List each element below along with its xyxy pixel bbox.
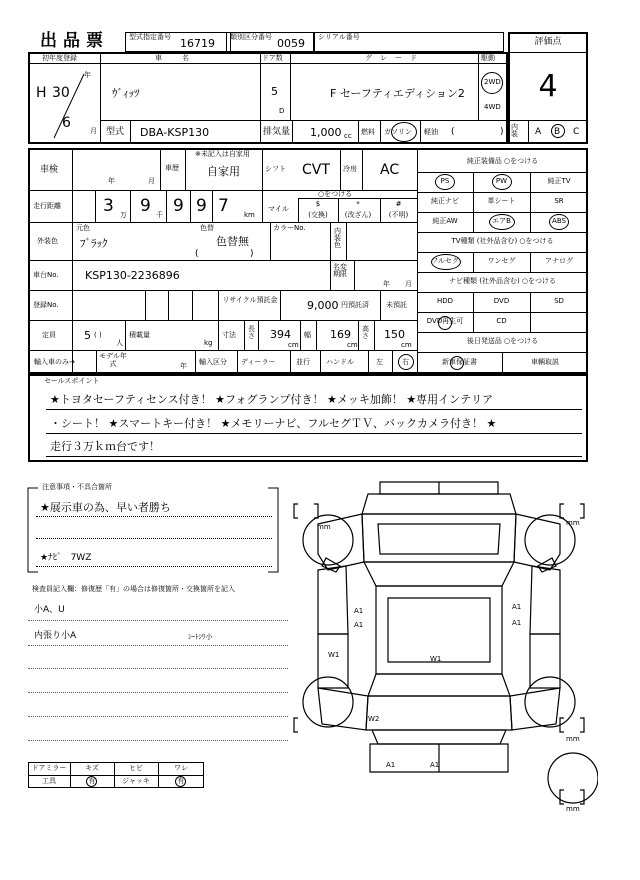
tamper-symbol: * bbox=[356, 200, 360, 208]
orig-color-label: 元色 bbox=[76, 224, 90, 232]
load-unit: kg bbox=[204, 339, 213, 347]
color-paren-open: ( bbox=[195, 249, 199, 259]
score-value: 4 bbox=[538, 69, 558, 104]
model-year-unit: 年 bbox=[180, 362, 187, 370]
sales-line-1: ★トヨタセーフティセンス付き！ ★フォグランプ付き！ ★メッキ加飾！ ★専用インテリア bbox=[50, 393, 494, 406]
equip-airbag: エアB bbox=[492, 217, 511, 225]
width-label: 幅 bbox=[304, 331, 311, 339]
name-change-month-unit: 月 bbox=[405, 280, 412, 288]
name-change-year-unit: 年 bbox=[383, 280, 390, 288]
sales-label: セールスポイント bbox=[44, 377, 100, 385]
interior-b: B bbox=[554, 127, 561, 137]
model-year-label: モデル年式 bbox=[99, 352, 127, 368]
recycle-not: 未預託 bbox=[386, 301, 407, 309]
legend-header-break: ワレ bbox=[174, 764, 188, 772]
equip-oem-aw: 純正AW bbox=[432, 217, 458, 225]
handle-label: ハンドル bbox=[326, 358, 354, 366]
drive-label: 駆動 bbox=[481, 54, 495, 62]
interior-label: 内装 bbox=[511, 123, 518, 138]
sales-line-3: 走行３万ｋｍ台です！ bbox=[50, 440, 160, 453]
equip-abs: ABS bbox=[552, 217, 566, 225]
mileage-digit-1: 3 bbox=[103, 196, 114, 216]
notes-label: 注意事項・不具合箇所 bbox=[42, 483, 112, 491]
capacity-label: 定員 bbox=[42, 331, 56, 339]
notes-bracket bbox=[24, 480, 284, 580]
legend-header-scratch: キズ bbox=[85, 764, 99, 772]
recycle-label: リサイクル預託金 bbox=[222, 296, 278, 304]
shift-label: シフト bbox=[265, 165, 286, 173]
damage-mark-2: A1 bbox=[354, 621, 364, 629]
damage-mark-7: W2 bbox=[368, 715, 380, 723]
later-manual: 車輌取説 bbox=[531, 358, 559, 366]
inspector-line-1: 小A、U bbox=[34, 605, 65, 615]
nav-title: ナビ種類 (社外品含む) ○をつける bbox=[448, 277, 557, 285]
equip-leather: 革シート bbox=[487, 197, 516, 205]
height-value: 150 bbox=[384, 328, 405, 341]
capacity-value: 5 bbox=[84, 329, 91, 342]
import-only-label: 輸入車のみ→ bbox=[34, 358, 75, 366]
tv-fullseg: フルセグ bbox=[431, 257, 459, 265]
model-cert-label: 型式指定番号 bbox=[129, 33, 171, 41]
type-label: 型式 bbox=[106, 127, 125, 137]
displacement-label: 排気量 bbox=[263, 127, 291, 137]
nav-dvd: DVD bbox=[493, 297, 510, 305]
tamper-label: (改ざん) bbox=[344, 211, 372, 219]
tv-analog: アナログ bbox=[545, 257, 573, 265]
equip-pw: PW bbox=[495, 177, 508, 185]
history-label: 車歴 bbox=[165, 164, 179, 172]
width-unit: cm bbox=[347, 341, 358, 349]
mm-label-2: mm bbox=[566, 519, 580, 527]
nav-hdd: HDD bbox=[436, 297, 454, 305]
mm-label-4: mm bbox=[566, 805, 580, 813]
recycle-value: 9,000 bbox=[307, 299, 339, 312]
later-title: 後日発送品 ○をつける bbox=[466, 337, 539, 345]
color-change-label: 色替 bbox=[200, 224, 214, 232]
first-reg-label: 初年度登録 bbox=[42, 54, 77, 62]
first-reg-month-unit: 月 bbox=[90, 127, 97, 135]
interior-color-label: 内装色 bbox=[334, 227, 341, 249]
interior-a: A bbox=[535, 127, 542, 137]
color-no-label: カラーNo. bbox=[273, 224, 306, 232]
ac-label: 冷房 bbox=[343, 165, 357, 173]
sales-line-2: ・シート！ ★スマートキー付き！ ★メモリーナビ、フルセグＴＶ、バックカメラ付き！ ★ bbox=[50, 417, 497, 430]
notes-line-1: ★展示車の為、早い者勝ち bbox=[40, 501, 171, 514]
mm-label-1: mm bbox=[317, 523, 331, 531]
category-value: 0059 bbox=[277, 37, 305, 50]
first-reg-year-unit: 年 bbox=[84, 71, 91, 79]
mileage-sen: 千 bbox=[156, 211, 163, 219]
grade-label: グレード bbox=[365, 54, 425, 62]
height-label: 高さ bbox=[362, 325, 369, 340]
mileage-digit-3: 9 bbox=[173, 196, 184, 216]
mileage-unit: km bbox=[244, 211, 255, 219]
unknown-label: (不明) bbox=[388, 211, 409, 219]
doors-sub: D bbox=[279, 107, 285, 115]
mileage-label: 走行距離 bbox=[33, 202, 61, 210]
drive-2wd: 2WD bbox=[484, 78, 501, 86]
first-reg-era: H bbox=[36, 85, 47, 101]
chassis-value: KSP130-2236896 bbox=[85, 269, 180, 282]
nav-dvd-play: DVD再生可 bbox=[426, 317, 464, 325]
history-value: 自家用 bbox=[207, 165, 240, 178]
later-warranty: 新車保証書 bbox=[442, 358, 477, 366]
inspection-month-unit: 月 bbox=[148, 177, 155, 185]
drive-4wd: 4WD bbox=[484, 103, 501, 111]
ac-value: AC bbox=[380, 162, 400, 178]
recycle-unit: 円預託済 bbox=[341, 301, 369, 309]
legend-tools: 工具 bbox=[42, 777, 56, 785]
damage-mark-9: A1 bbox=[430, 761, 440, 769]
category-label: 類別区分番号 bbox=[230, 33, 272, 41]
exchange-symbol: $ bbox=[315, 200, 321, 208]
damage-mark-6: W1 bbox=[430, 655, 442, 663]
first-reg-year: 30 bbox=[52, 85, 70, 101]
fuel-diesel: 軽油 bbox=[424, 128, 438, 136]
damage-mark-8: A1 bbox=[386, 761, 396, 769]
mileage-digit-2: 9 bbox=[140, 196, 151, 216]
car-damage-diagram bbox=[288, 474, 598, 824]
inspection-label: 車検 bbox=[40, 165, 59, 175]
mileage-circle-note: ○をつける bbox=[318, 190, 353, 198]
grade-value: F セーフティエディション2 bbox=[330, 87, 465, 100]
reg-no-label: 登録No. bbox=[33, 301, 59, 309]
equip-oem-tv: 純正TV bbox=[547, 177, 571, 185]
unknown-symbol: # bbox=[395, 200, 402, 208]
oem-title: 純正装備品 ○をつける bbox=[466, 157, 539, 165]
exchange-label: (交換) bbox=[308, 211, 328, 219]
parallel-label: 並行 bbox=[296, 358, 310, 366]
dealer-label: ディーラー bbox=[241, 358, 276, 366]
inspector-line-2b: ｼｰﾄｼﾜ小 bbox=[188, 633, 213, 641]
doors-label: ドア数 bbox=[262, 54, 283, 62]
nav-cd: CD bbox=[496, 317, 507, 325]
nav-sd: SD bbox=[554, 297, 564, 305]
import-cat-label: 輸入区分 bbox=[199, 358, 227, 366]
inspector-line-2: 内張り小A bbox=[34, 631, 77, 641]
handle-right: 右 bbox=[402, 358, 409, 366]
mile-label: マイル bbox=[268, 205, 289, 213]
legend-header-mirror: ドアミラー bbox=[31, 764, 67, 772]
legend-tools-value: 有 bbox=[88, 777, 96, 785]
displacement-value: 1,000 bbox=[310, 126, 342, 139]
height-unit: cm bbox=[401, 341, 412, 349]
length-unit: cm bbox=[288, 341, 299, 349]
score-label: 評価点 bbox=[534, 37, 562, 47]
color-paren-close: ) bbox=[250, 249, 254, 259]
car-name-label: 車名 bbox=[155, 54, 209, 62]
mileage-digit-4: 9 bbox=[196, 196, 207, 216]
fuel-gas: ガソリン bbox=[384, 128, 412, 136]
history-note: ※未記入は自家用 bbox=[195, 150, 250, 158]
exterior-label: 外装色 bbox=[37, 237, 58, 245]
notes-line-2: ★ﾅﾋﾞ 7WZ bbox=[40, 553, 92, 563]
length-value: 394 bbox=[270, 328, 291, 341]
capacity-unit: 人 bbox=[116, 339, 123, 347]
equip-ps: PS bbox=[440, 177, 450, 185]
orig-color-value: ﾌﾞﾗｯｸ bbox=[80, 237, 108, 250]
capacity-paren: ( ) bbox=[94, 331, 102, 339]
shift-value: CVT bbox=[302, 162, 330, 178]
model-cert-value: 16719 bbox=[180, 37, 215, 50]
damage-mark-5: W1 bbox=[328, 651, 340, 659]
inspection-year-unit: 年 bbox=[108, 177, 115, 185]
mileage-man: 万 bbox=[120, 211, 127, 219]
tv-oneseg: ワンセグ bbox=[487, 257, 516, 265]
legend-jack-value: 有 bbox=[177, 777, 185, 785]
interior-c: C bbox=[573, 127, 580, 137]
width-value: 169 bbox=[330, 328, 351, 341]
length-label: 長さ bbox=[248, 325, 255, 340]
chassis-label: 車台No. bbox=[33, 271, 59, 279]
equip-oem-nav: 純正ナビ bbox=[431, 197, 459, 205]
color-change-value: 色替無 bbox=[216, 235, 249, 248]
page-title: 出品票 bbox=[40, 31, 109, 51]
legend-jack: ジャッキ bbox=[122, 777, 150, 785]
damage-mark-4: A1 bbox=[512, 619, 522, 627]
mm-label-3: mm bbox=[566, 735, 580, 743]
dims-label: 寸法 bbox=[222, 331, 236, 339]
first-reg-month: 6 bbox=[62, 115, 71, 131]
displacement-unit: cc bbox=[344, 132, 352, 140]
car-name-value: ｳﾞｨｯﾂ bbox=[112, 87, 140, 100]
name-change-label: 名変期限 bbox=[333, 263, 347, 278]
load-label: 積載量 bbox=[129, 331, 150, 339]
fuel-paren-open: ( bbox=[451, 127, 455, 137]
mileage-digit-5: 7 bbox=[218, 196, 229, 216]
damage-mark-3: A1 bbox=[512, 603, 522, 611]
inspector-label: 検査員記入欄：修復歴「有」の場合は修復箇所・交換箇所を記入 bbox=[32, 585, 235, 593]
fuel-label: 燃料 bbox=[361, 128, 375, 136]
damage-mark-1: A1 bbox=[354, 607, 364, 615]
serial-label: シリアル番号 bbox=[318, 33, 360, 41]
handle-left: 左 bbox=[376, 358, 383, 366]
type-value: DBA-KSP130 bbox=[140, 126, 210, 139]
equip-sr: SR bbox=[554, 197, 564, 205]
doors-value: 5 bbox=[271, 85, 278, 98]
tv-title: TV種類 (社外品含む) ○をつける bbox=[451, 237, 554, 245]
legend-header-crack: ヒビ bbox=[129, 764, 143, 772]
fuel-paren-close: ) bbox=[500, 127, 504, 137]
